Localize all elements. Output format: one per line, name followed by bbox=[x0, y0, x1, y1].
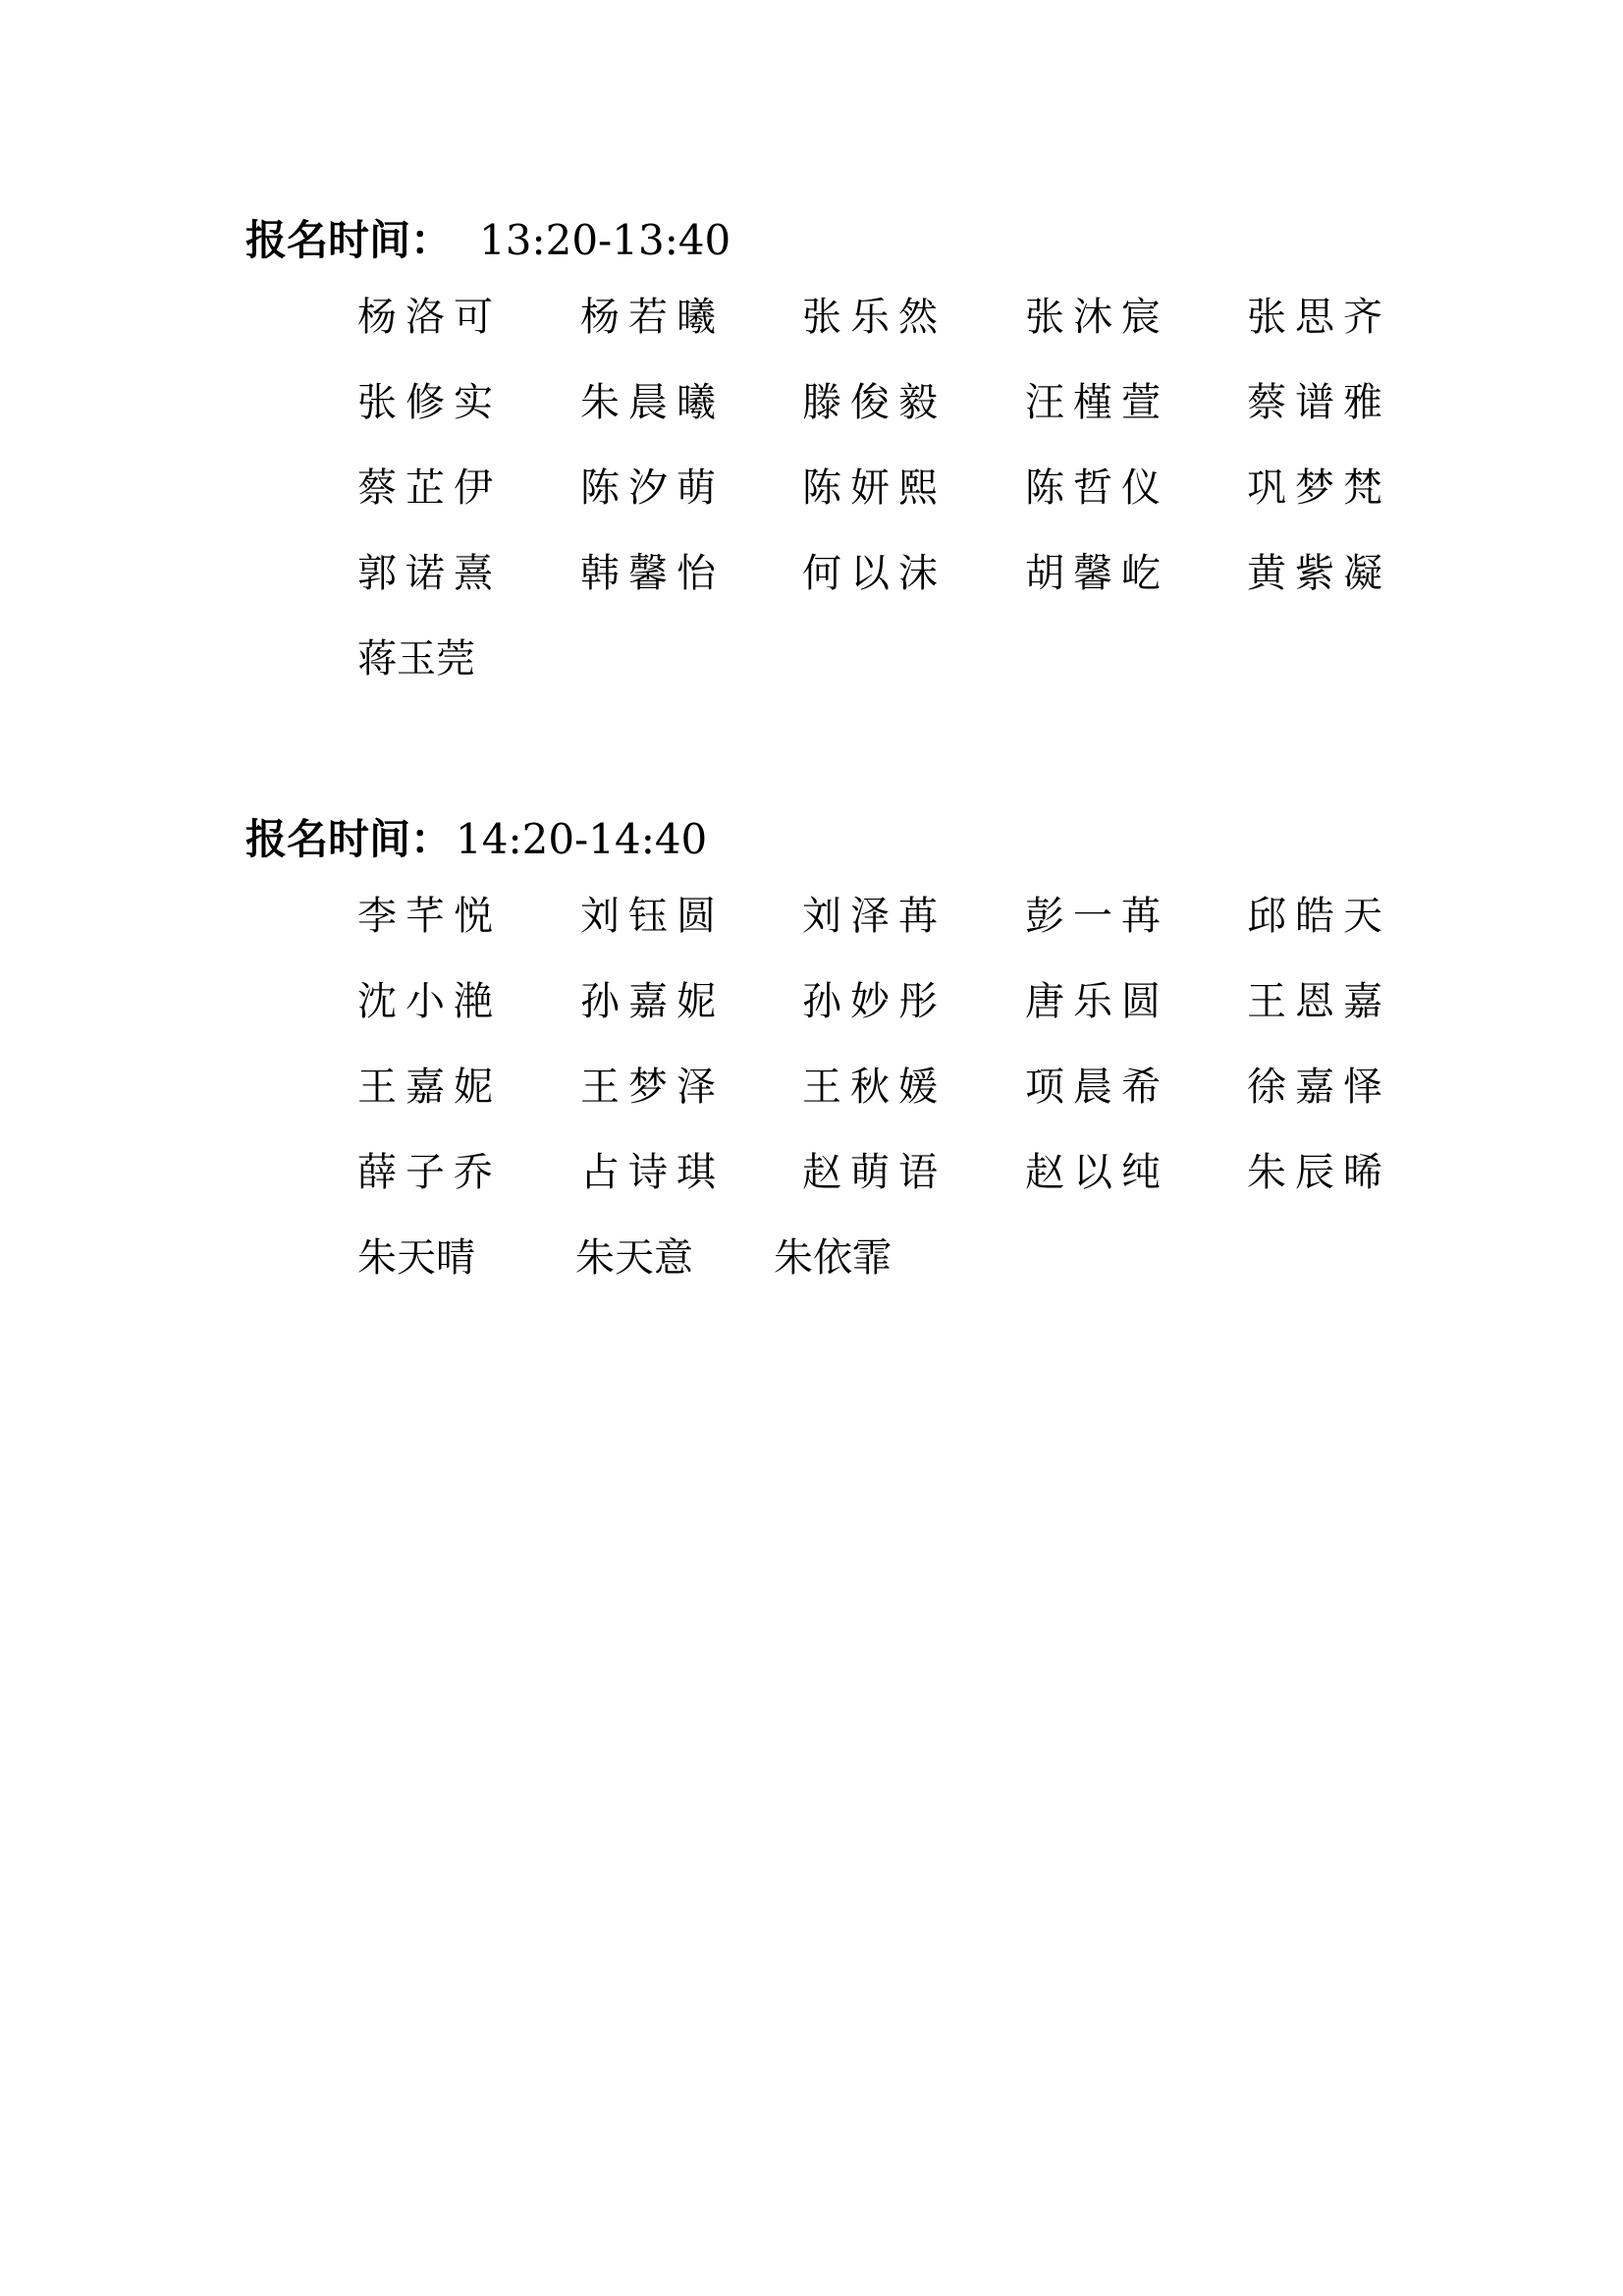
registration-section-1 bbox=[245, 206, 1424, 702]
student-name: 蒋玉莞 bbox=[357, 636, 475, 682]
student-name: 朱辰晞 bbox=[1247, 1150, 1391, 1195]
student-name: 孙妙彤 bbox=[802, 979, 947, 1024]
student-name: 孙嘉妮 bbox=[580, 979, 725, 1024]
student-name: 占诗琪 bbox=[580, 1150, 725, 1195]
student-name: 陈汐萌 bbox=[580, 465, 725, 511]
student-name: 杨洛可 bbox=[357, 295, 502, 340]
name-row bbox=[357, 531, 1437, 617]
heading-label: 报名时间： bbox=[245, 216, 453, 264]
student-name: 何以沫 bbox=[802, 551, 947, 596]
student-name: 蔡谱雅 bbox=[1247, 380, 1391, 425]
student-name: 王恩嘉 bbox=[1247, 979, 1391, 1024]
student-name: 薛子乔 bbox=[357, 1150, 502, 1195]
student-name: 朱晨曦 bbox=[580, 380, 725, 425]
name-row bbox=[357, 360, 1437, 446]
student-name: 朱天意 bbox=[575, 1235, 693, 1281]
student-name: 王梦泽 bbox=[580, 1065, 725, 1110]
name-list bbox=[357, 874, 1437, 1301]
section-heading bbox=[245, 805, 1424, 874]
student-name: 王嘉妮 bbox=[357, 1065, 502, 1110]
student-name: 彭一苒 bbox=[1025, 894, 1169, 939]
student-name: 刘泽苒 bbox=[802, 894, 947, 939]
name-row bbox=[357, 1216, 1437, 1301]
name-row bbox=[357, 446, 1437, 531]
name-list bbox=[357, 275, 1437, 702]
student-name: 郭诺熹 bbox=[357, 551, 502, 596]
student-name: 张思齐 bbox=[1247, 295, 1391, 340]
student-name: 杨若曦 bbox=[580, 295, 725, 340]
name-row bbox=[357, 1045, 1437, 1130]
name-row bbox=[357, 275, 1437, 360]
name-row bbox=[357, 874, 1437, 959]
heading-time: 14:20-14:40 bbox=[456, 815, 708, 863]
student-name: 赵以纯 bbox=[1025, 1150, 1169, 1195]
student-name: 唐乐圆 bbox=[1025, 979, 1169, 1024]
student-name: 王秋媛 bbox=[802, 1065, 947, 1110]
name-row bbox=[357, 1130, 1437, 1216]
section-heading bbox=[245, 206, 1424, 275]
student-name: 韩馨怡 bbox=[580, 551, 725, 596]
student-name: 朱天晴 bbox=[357, 1235, 475, 1281]
student-name: 张乐然 bbox=[802, 295, 947, 340]
student-name: 巩梦梵 bbox=[1247, 465, 1391, 511]
student-name: 赵萌语 bbox=[802, 1150, 947, 1195]
student-name: 项晨希 bbox=[1025, 1065, 1169, 1110]
student-name: 徐嘉怿 bbox=[1247, 1065, 1391, 1110]
student-name: 陈妍熙 bbox=[802, 465, 947, 511]
student-name: 刘钰圆 bbox=[580, 894, 725, 939]
student-name: 张沐宸 bbox=[1025, 295, 1169, 340]
student-name: 黄紫凝 bbox=[1247, 551, 1391, 596]
student-name: 李芊悦 bbox=[357, 894, 502, 939]
student-name: 朱依霏 bbox=[774, 1235, 892, 1281]
name-row bbox=[357, 959, 1437, 1045]
name-row bbox=[357, 617, 1437, 702]
heading-time: 13:20-13:40 bbox=[479, 216, 731, 264]
student-name: 蔡芷伊 bbox=[357, 465, 502, 511]
heading-label: 报名时间： bbox=[245, 815, 453, 863]
student-name: 胡馨屹 bbox=[1025, 551, 1169, 596]
student-name: 沈小滟 bbox=[357, 979, 502, 1024]
student-name: 张修实 bbox=[357, 380, 502, 425]
student-name: 陈哲仪 bbox=[1025, 465, 1169, 511]
student-name: 邱皓天 bbox=[1247, 894, 1391, 939]
registration-section-2 bbox=[245, 805, 1424, 1301]
student-name: 滕俊毅 bbox=[802, 380, 947, 425]
student-name: 汪槿萱 bbox=[1025, 380, 1169, 425]
